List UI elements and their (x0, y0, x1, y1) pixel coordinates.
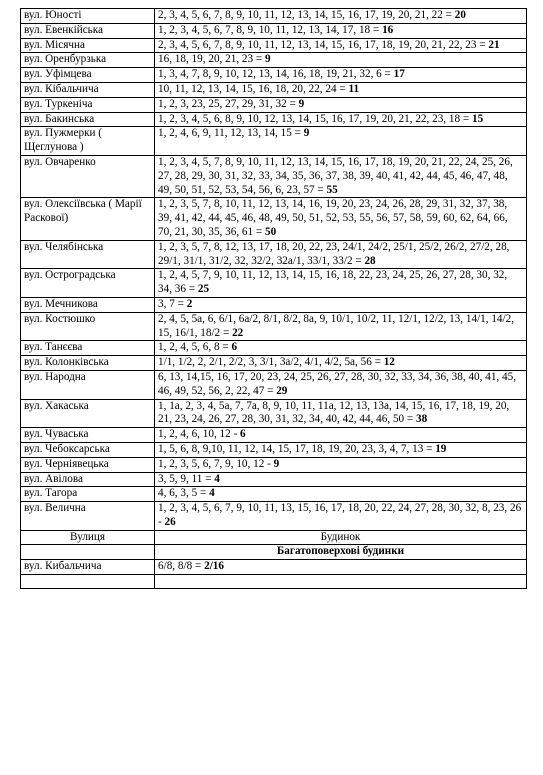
house-list: 6, 13, 14,15, 16, 17, 20, 23, 24, 25, 26, 27, 28, 30, 32, 33, 34, 36, 38, 40, 41, 45, 46, 49, 52, 56, 2, 22, 47 = (158, 370, 516, 397)
house-list: 2, 3, 4, 5, 6, 7, 8, 9, 10, 11, 12, 13, 14, 15, 16, 17, 19, 20, 21, 22 = (158, 9, 452, 21)
house-count: 19 (435, 442, 447, 455)
house-numbers (155, 487, 527, 502)
street-label: вул. Чебоксарська (24, 442, 110, 455)
house-numbers (155, 9, 527, 24)
street-name (21, 297, 155, 312)
street-label: вул. Челябінська (24, 240, 104, 253)
house-count: 6 (231, 341, 238, 354)
street-name (21, 442, 155, 457)
house-list: 6/8, 8/8 = (158, 560, 202, 573)
street-name (21, 356, 155, 371)
table-row (21, 198, 527, 240)
house-count: 4 (209, 487, 215, 500)
house-count: 22 (232, 326, 244, 339)
street-name (21, 23, 155, 38)
house-list: 3, 7 = (158, 297, 184, 310)
house-numbers (155, 23, 527, 38)
table-row (21, 38, 527, 53)
house-count: 20 (454, 9, 466, 21)
blank-cell (155, 575, 527, 589)
house-count: 2 (186, 297, 193, 310)
house-count: 9 (265, 53, 271, 66)
house-list: 1, 1a, 2, 3, 4, 5a, 7, 7a, 8, 9, 10, 11, 11a, 12, 13, 13a, 14, 15, 16, 17, 18, 19, 20, 21, 23, 24, 26, 27, 28, 30, 31, 32, 34, 40, 42, 44, 46, 50 = (158, 399, 510, 426)
house-count: 17 (393, 68, 405, 81)
street-name (21, 53, 155, 68)
house-list: 1, 2, 3, 23, 25, 27, 29, 31, 32 = (158, 97, 296, 110)
street-label: вул. Уфімцева (24, 68, 92, 81)
table-row (21, 269, 527, 298)
house-list: 1, 3, 4, 7, 8, 9, 10, 12, 13, 14, 16, 18, 19, 21, 32, 6 = (158, 68, 391, 81)
table-row (21, 370, 527, 399)
street-label: вул. Авілова (24, 472, 83, 485)
house-list: 1/1, 1/2, 2, 2/1, 2/2, 3, 3/1, 3a/2, 4/1, 4/2, 5a, 56 = (158, 356, 381, 369)
street-label: вул. Місячна (24, 38, 85, 51)
house-numbers (155, 341, 527, 356)
street-label: вул. Кібальчича (24, 82, 99, 95)
house-numbers (155, 68, 527, 83)
column-header-row (21, 530, 527, 545)
house-count: 26 (164, 515, 176, 528)
street-label: вул. Мечникова (24, 297, 98, 310)
street-name (21, 560, 155, 575)
street-name (21, 487, 155, 502)
house-list: 1, 2, 3, 4, 5, 7, 8, 9, 10, 11, 12, 13, 14, 15, 16, 17, 18, 19, 20, 21, 22, 24, 25, 26, 27, 28, 29, 30, 31, 32, 33, 34, 35, 36, 37, 38, 39, 40, 41, 42, 44, 45, 46, 47, 48, 49, 50, 51, 52, 53, 54, 56, 6, 23, 57 = (158, 155, 513, 196)
house-count: 9 (298, 97, 305, 110)
table-row (21, 442, 527, 457)
table-row (21, 53, 527, 68)
table-row (21, 68, 527, 83)
street-name (21, 472, 155, 487)
house-numbers (155, 38, 527, 53)
document-table (20, 8, 526, 589)
house-count: 11 (348, 82, 360, 95)
street-label: вул. Пужмерки ( Щеглунова ) (24, 127, 103, 154)
street-label: вул. Черніявецька (24, 457, 109, 470)
table-row (21, 472, 527, 487)
house-numbers (155, 370, 527, 399)
house-count: 15 (471, 112, 484, 125)
house-numbers (155, 240, 527, 269)
street-name (21, 68, 155, 83)
house-list: 3, 5, 9, 11 = (158, 472, 212, 485)
house-numbers (155, 312, 527, 341)
house-numbers (155, 428, 527, 443)
table-row (21, 82, 527, 97)
street-label: вул. Бакинська (24, 112, 95, 125)
house-list: 16, 18, 19, 20, 21, 23 = (158, 53, 263, 66)
table-row (21, 155, 527, 197)
street-name (21, 457, 155, 472)
table-row (21, 23, 527, 38)
house-numbers (155, 442, 527, 457)
house-count: 2/16 (204, 560, 224, 573)
house-numbers (155, 155, 527, 197)
house-count: 28 (364, 254, 376, 267)
house-count: 21 (488, 38, 500, 51)
table-row (21, 97, 527, 112)
table-row (21, 487, 527, 502)
street-label: вул. Костюшко (24, 312, 96, 325)
house-numbers (155, 82, 527, 97)
blank-cell (21, 575, 155, 589)
street-label: вул. Чуваська (24, 428, 89, 441)
house-numbers (155, 53, 527, 68)
table-row (21, 399, 527, 428)
house-numbers (155, 560, 527, 575)
house-count: 16 (382, 23, 394, 36)
house-numbers (155, 269, 527, 298)
street-name (21, 38, 155, 53)
house-list: 1, 2, 4, 6, 10, 12 - (158, 428, 238, 441)
house-list: 2, 4, 5, 5a, 6, 6/1, 6a/2, 8/1, 8/2, 8a, 9, 10/1, 10/2, 11, 12/1, 12/2, 13, 14/1, 14/2, 15, 16/1, 18/2 = (158, 312, 515, 339)
table-row (21, 457, 527, 472)
street-label: вул. Танєєва (24, 341, 83, 354)
table-row (21, 297, 527, 312)
house-list: 1, 2, 3, 5, 6, 7, 9, 10, 12 - (158, 457, 271, 470)
house-count: 29 (276, 384, 288, 397)
house-numbers (155, 97, 527, 112)
table-row (21, 312, 527, 341)
house-list: 1, 2, 3, 4, 5, 6, 8, 9, 10, 12, 13, 14, 15, 16, 17, 19, 20, 21, 22, 23, 18 = (158, 112, 470, 125)
section-title (155, 545, 527, 560)
table-row (21, 560, 527, 575)
street-name (21, 82, 155, 97)
house-numbers (155, 502, 527, 531)
street-name (21, 428, 155, 443)
house-numbers (155, 297, 527, 312)
street-name (21, 127, 155, 156)
table-row (21, 502, 527, 531)
street-label: вул. Колонківська (24, 356, 109, 369)
table-row (21, 428, 527, 443)
house-numbers (155, 399, 527, 428)
house-count: 9 (273, 457, 280, 470)
street-name (21, 198, 155, 240)
street-label: вул. Кибальчича (24, 560, 102, 573)
house-count: 55 (326, 183, 338, 196)
house-list: 4, 6, 3, 5 = (158, 487, 207, 500)
house-count: 38 (416, 413, 428, 426)
street-name (21, 341, 155, 356)
house-list: 1, 2, 4, 5, 6, 8 = (158, 341, 229, 354)
street-name (21, 312, 155, 341)
table-row (21, 341, 527, 356)
street-name (21, 9, 155, 24)
house-numbers (155, 356, 527, 371)
street-label: вул. Тагора (24, 487, 78, 500)
house-list: 1, 2, 4, 5, 7, 9, 10, 11, 12, 13, 14, 15, 16, 18, 22, 23, 24, 25, 26, 27, 28, 30, 32, 34, 36 = (158, 269, 508, 296)
column-header-street: Вулиця (21, 530, 155, 545)
section-title-text: Багатоповерхові будинки (276, 545, 405, 558)
house-list: 1, 2, 3, 4, 5, 6, 7, 9, 10, 11, 13, 15, 16, 17, 18, 20, 22, 24, 27, 28, 30, 32, 8, 23, 26 - (158, 502, 522, 528)
street-name (21, 240, 155, 269)
house-count: 9 (303, 127, 310, 140)
blank-row (21, 575, 527, 589)
house-numbers (155, 198, 527, 240)
house-list: 2, 3, 4, 5, 6, 7, 8, 9, 10, 11, 12, 13, 14, 15, 16, 17, 18, 19, 20, 21, 22, 23 = (158, 38, 486, 51)
street-label: вул. Велична (24, 502, 86, 515)
street-label: вул. Хакаська (24, 399, 89, 412)
table-row (21, 9, 527, 24)
house-count: 6 (240, 428, 246, 441)
house-numbers (155, 457, 527, 472)
column-header-houses: Будинок (155, 530, 527, 545)
house-list: 1, 2, 3, 4, 5, 6, 7, 8, 9, 10, 11, 12, 13, 14, 17, 18 = (158, 23, 380, 36)
street-name (21, 97, 155, 112)
house-list: 1, 2, 3, 5, 7, 8, 12, 13, 17, 18, 20, 22, 23, 24/1, 24/2, 25/1, 25/2, 26/2, 27/2, 28, 29/1, 31/1, 31/2, 32, 32/2, 32a/1, 33/1, 33/2 = (158, 240, 510, 267)
house-numbers (155, 472, 527, 487)
street-label: вул. Евенкійська (24, 23, 104, 36)
house-numbers (155, 112, 527, 127)
house-numbers (155, 127, 527, 156)
house-list: 10, 11, 12, 13, 14, 15, 16, 18, 20, 22, 24 = (158, 82, 346, 95)
streets-table (20, 8, 527, 589)
table-row (21, 127, 527, 156)
table-row (21, 112, 527, 127)
street-label: вул. Олексіївська ( Марії Раскової) (24, 198, 142, 225)
table-row (21, 240, 527, 269)
street-label: вул. Оренбурзька (24, 53, 107, 66)
section-empty-cell (21, 545, 155, 560)
house-count: 50 (265, 225, 277, 238)
street-name (21, 502, 155, 531)
street-label: вул. Народна (24, 370, 86, 383)
street-name (21, 112, 155, 127)
house-list: 1, 2, 4, 6, 9, 11, 12, 13, 14, 15 = (158, 127, 301, 140)
street-label: вул. Туркеніча (24, 97, 93, 110)
street-name (21, 399, 155, 428)
street-label: вул. Юності (24, 9, 82, 21)
house-count: 4 (214, 472, 220, 485)
house-count: 25 (197, 283, 210, 296)
section-row (21, 545, 527, 560)
house-list: 1, 5, 6, 8, 9,10, 11, 12, 14, 15, 17, 18, 19, 20, 23, 3, 4, 7, 13 = (158, 442, 433, 455)
street-name (21, 269, 155, 298)
house-list: 1, 2, 3, 5, 7, 8, 10, 11, 12, 13, 14, 16, 19, 20, 23, 24, 26, 28, 29, 31, 32, 37, 38, 39, 41, 42, 44, 45, 46, 48, 49, 50, 51, 52, 53, 55, 56, 57, 58, 59, 60, 62, 64, 66, 70, 21, 30, 35, 36, 61 = (158, 198, 508, 238)
street-label: вул. Овчаренко (24, 155, 96, 168)
table-row (21, 356, 527, 371)
street-name (21, 155, 155, 197)
street-name (21, 370, 155, 399)
house-count: 12 (383, 356, 395, 369)
street-label: вул. Остроградська (24, 269, 116, 282)
